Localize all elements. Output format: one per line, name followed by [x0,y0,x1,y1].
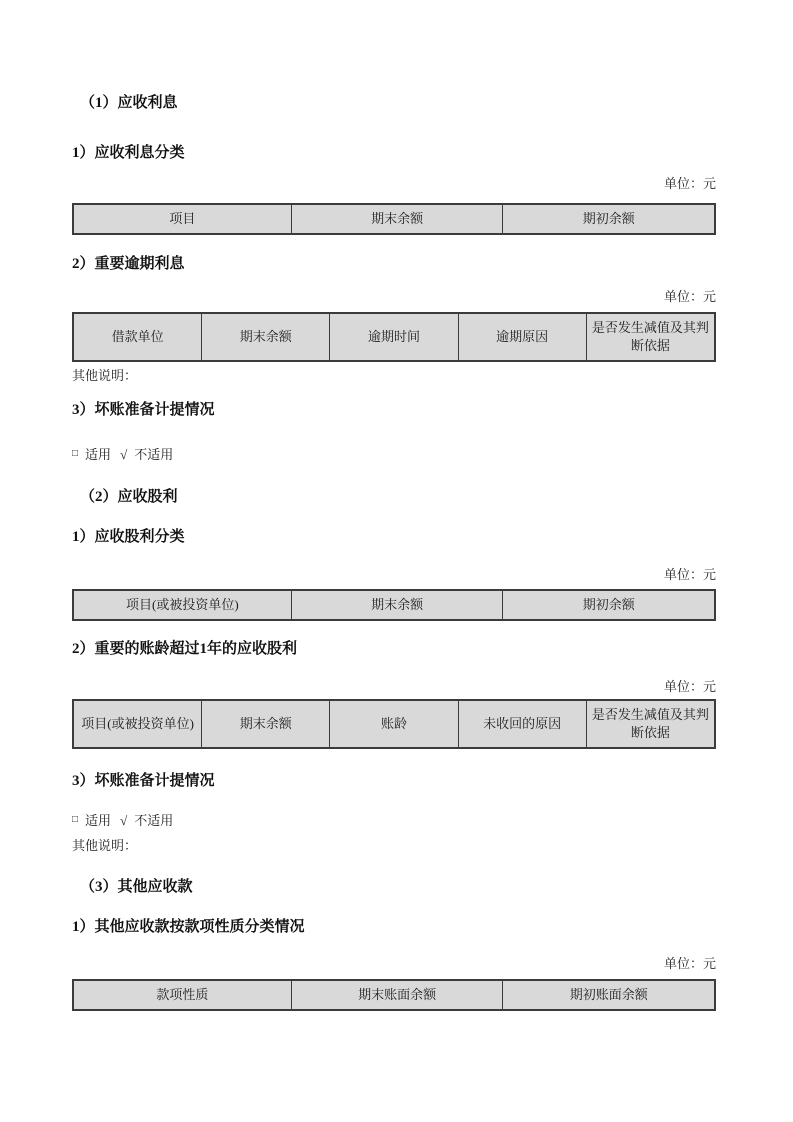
column-header-opening-balance: 期初余额 [503,204,715,234]
subheading-important-overdue-interest: 2）重要逾期利息 [72,256,185,272]
subheading-dividend-over-one-year: 2）重要的账龄超过1年的应收股利 [72,641,298,657]
column-header-overdue-reason: 逾期原因 [458,313,586,361]
interest-classification-table [72,203,716,235]
applicability-line [72,446,716,464]
column-header-closing-book-balance: 期末账面余额 [291,980,503,1010]
unit-label: 单位：元 [663,679,716,694]
column-header-payment-nature: 款项性质 [73,980,291,1010]
section-heading-interest-receivable: （1）应收利息 [80,95,178,111]
table-header-row [73,700,715,748]
table-header-row [73,313,715,361]
section-heading-other-receivables: （3）其他应收款 [80,879,193,895]
table-header-row [73,980,715,1010]
subheading-dividend-classification: 1）应收股利分类 [72,529,185,545]
section-heading-dividend-receivable: （2）应收股利 [80,489,178,505]
column-header-closing-balance: 期末余额 [291,204,503,234]
subheading-interest-classification: 1）应收利息分类 [72,145,185,161]
unit-label: 单位：元 [663,567,716,582]
column-header-impairment-judgement: 是否发生减值及其判断依据 [586,313,715,361]
checkmark-icon: √ [120,447,128,462]
applicable-label: 适用 [85,447,112,462]
unit-label: 单位：元 [663,289,716,304]
other-note-label: 其他说明： [72,838,138,853]
column-header-item-or-investee: 项目(或被投资单位) [73,590,291,620]
column-header-overdue-time: 逾期时间 [330,313,458,361]
checkbox-unchecked-icon: □ [72,814,79,825]
not-applicable-label: 不适用 [134,813,174,828]
column-header-opening-book-balance: 期初账面余额 [503,980,715,1010]
column-header-borrower: 借款单位 [73,313,202,361]
overdue-interest-table [72,312,716,362]
other-receivables-nature-table [72,979,716,1011]
other-note-label: 其他说明： [72,368,138,383]
checkbox-unchecked-icon: □ [72,448,79,459]
column-header-unrecovered-reason: 未收回的原因 [458,700,586,748]
column-header-aging: 账龄 [330,700,458,748]
applicability-line [72,812,716,830]
column-header-closing-balance: 期末余额 [202,313,330,361]
column-header-closing-balance: 期末余额 [202,700,330,748]
column-header-item: 项目 [73,204,291,234]
subheading-bad-debt-provision: 3）坏账准备计提情况 [72,773,215,789]
not-applicable-label: 不适用 [134,447,174,462]
table-header-row [73,204,715,234]
column-header-item-or-investee: 项目(或被投资单位) [73,700,202,748]
dividend-over-one-year-table [72,699,716,749]
unit-label: 单位：元 [663,176,716,191]
column-header-closing-balance: 期末余额 [291,590,503,620]
subheading-other-receivables-by-nature: 1）其他应收款按款项性质分类情况 [72,919,305,935]
table-header-row [73,590,715,620]
column-header-opening-balance: 期初余额 [503,590,715,620]
subheading-bad-debt-provision: 3）坏账准备计提情况 [72,402,215,418]
column-header-impairment-judgement: 是否发生减值及其判断依据 [586,700,715,748]
checkmark-icon: √ [120,813,128,828]
applicable-label: 适用 [85,813,112,828]
unit-label: 单位：元 [663,956,716,971]
dividend-classification-table [72,589,716,621]
